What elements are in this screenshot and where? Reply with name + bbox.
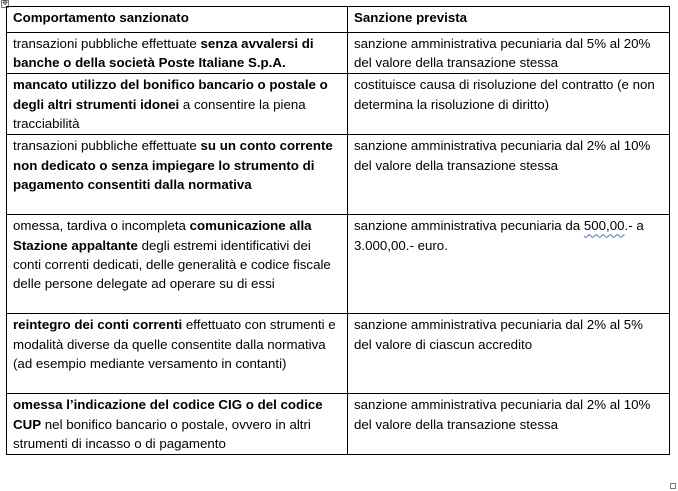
behavior-cell bbox=[7, 314, 348, 394]
sanction-cell bbox=[348, 215, 670, 314]
behavior-text: effettuato con strumenti e modalità diverse da quelle consentite dalla normativa (ad esempio mediante versamento in contanti) bbox=[13, 317, 336, 371]
table-row bbox=[7, 74, 670, 135]
table-row bbox=[7, 215, 670, 314]
behavior-text-bold: senza avvalersi di banche o della società Poste Italiane S.p.A. bbox=[13, 36, 314, 71]
behavior-text: degli estremi identificativi dei conti correnti dedicati, delle generalità e codice fiscale delle persone delegate ad operare su di essi bbox=[13, 237, 331, 292]
table-move-handle-icon[interactable]: ✥ bbox=[2, 0, 8, 7]
behavior-text-bold: su un conto corrente non dedicato o senza impiegare lo strumento di pagamento consentiti dalla normativa bbox=[13, 138, 333, 192]
header-behavior: Comportamento sanzionato bbox=[7, 7, 348, 33]
sanction-cell: costituisce causa di risoluzione del contratto (e non determina la risoluzione di diritto) bbox=[348, 74, 670, 135]
behavior-cell bbox=[7, 215, 348, 314]
table-row bbox=[7, 394, 670, 455]
behavior-cell bbox=[7, 394, 348, 455]
sanction-text: sanzione amministrativa pecuniaria da bbox=[354, 218, 584, 234]
sanction-text: .- a 3.000,00.- euro. bbox=[354, 218, 644, 253]
behavior-text: omessa, tardiva o incompleta bbox=[13, 218, 190, 234]
sanction-cell: sanzione amministrativa pecuniaria dal 2% al 10% del valore della transazione stessa bbox=[348, 394, 670, 455]
header-sanction: Sanzione prevista bbox=[348, 7, 670, 33]
sanction-cell: sanzione amministrativa pecuniaria dal 2% al 10% del valore della transazione stessa bbox=[348, 135, 670, 215]
spellcheck-flag[interactable]: 500,00 bbox=[583, 218, 625, 234]
table-row bbox=[7, 33, 670, 74]
behavior-cell bbox=[7, 74, 348, 135]
behavior-text: a consentire la piena tracciabilità bbox=[13, 96, 306, 131]
behavior-text-bold: reintegro dei conti correnti bbox=[13, 317, 183, 333]
behavior-text-bold: mancato utilizzo del bonifico bancario o postale o degli altri strumenti idonei bbox=[13, 77, 328, 112]
sanctions-table bbox=[6, 6, 670, 455]
table-row bbox=[7, 135, 670, 215]
behavior-text: transazioni pubbliche effettuate bbox=[13, 36, 201, 51]
table-header-row bbox=[7, 7, 670, 33]
behavior-text: transazioni pubbliche effettuate bbox=[13, 138, 201, 154]
behavior-text-bold: omessa l’indicazione del codice CIG o del codice CUP bbox=[13, 397, 323, 432]
sanction-cell: sanzione amministrativa pecuniaria dal 2% al 5% del valore di ciascun accredito bbox=[348, 314, 670, 394]
table-row bbox=[7, 314, 670, 394]
sanction-cell: sanzione amministrativa pecuniaria dal 5% al 20% del valore della transazione stessa bbox=[348, 33, 670, 74]
behavior-text-bold: comunicazione alla Stazione appaltante bbox=[13, 218, 312, 253]
behavior-cell bbox=[7, 135, 348, 215]
behavior-text: nel bonifico bancario o postale, ovvero in altri strumenti di incasso o di pagamento bbox=[13, 416, 311, 451]
behavior-cell bbox=[7, 33, 348, 74]
table-resize-handle-icon[interactable] bbox=[670, 483, 676, 489]
